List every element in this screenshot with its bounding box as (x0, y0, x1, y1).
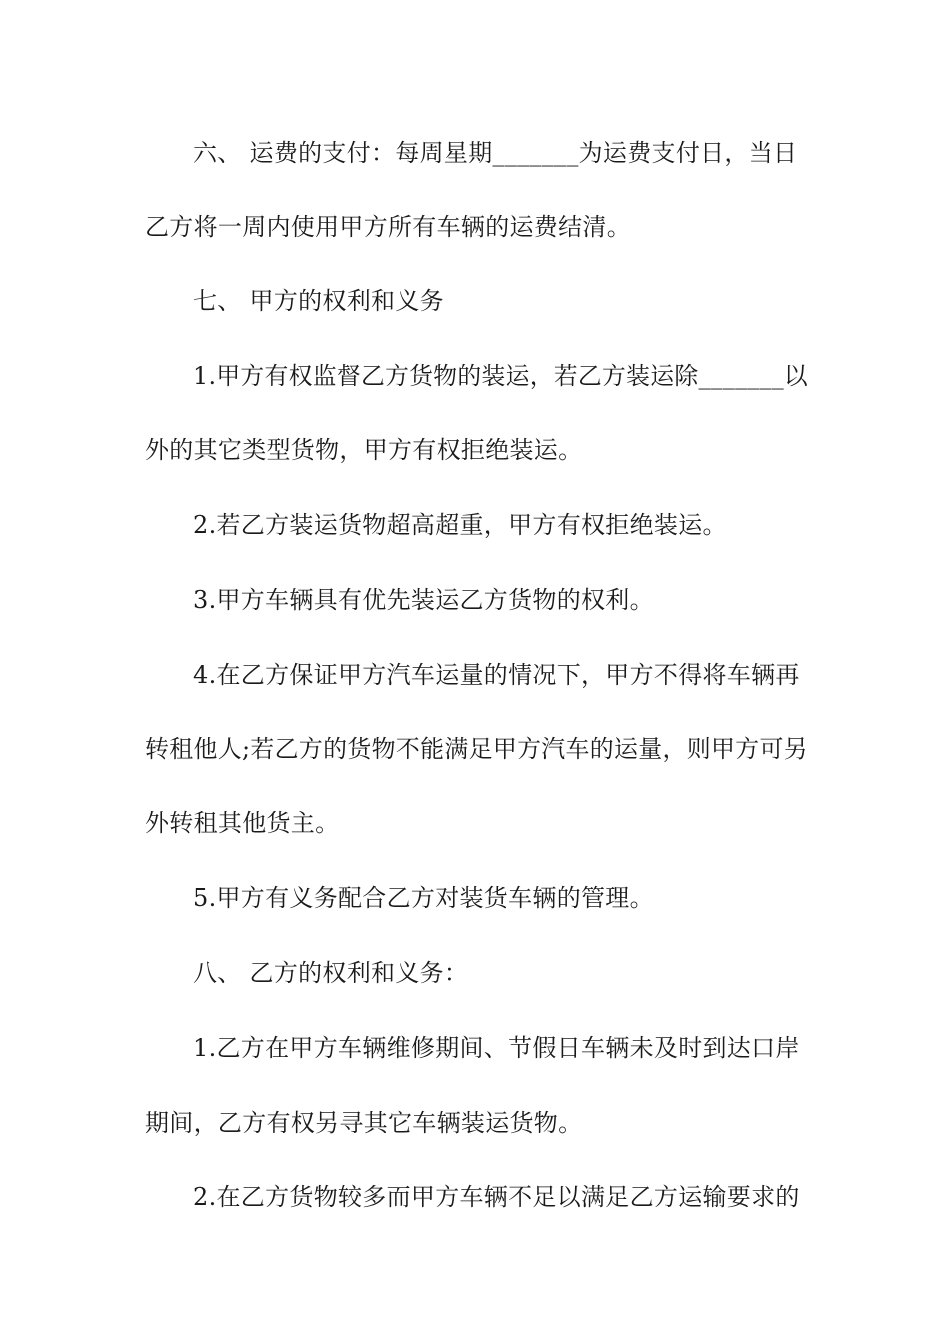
section-8-item-2-line-1: 2.在乙方货物较多而甲方车辆不足以满足乙方运输要求的 (193, 1183, 800, 1211)
section-7-item-2: 2.若乙方装运货物超高超重，甲方有权拒绝装运。 (193, 511, 727, 539)
section-7-item-4-line-3: 外转租其他货主。 (145, 809, 340, 837)
section-8-item-1-line-2: 期间，乙方有权另寻其它车辆装运货物。 (145, 1109, 583, 1137)
section-7-item-1-line-2: 外的其它类型货物，甲方有权拒绝装运。 (145, 436, 583, 464)
section-6-payment-line-2: 乙方将一周内使用甲方所有车辆的运费结清。 (145, 213, 631, 241)
section-8-heading: 八、 乙方的权利和义务： (193, 959, 469, 987)
section-7-item-1-line-1: 1.甲方有权监督乙方货物的装运，若乙方装运除_______以 (193, 362, 809, 390)
section-7-item-3: 3.甲方车辆具有优先装运乙方货物的权利。 (193, 586, 654, 614)
section-6-payment-line-1: 六、 运费的支付：每周星期_______为运费支付日，当日 (193, 139, 798, 167)
section-8-item-1-line-1: 1.乙方在甲方车辆维修期间、节假日车辆未及时到达口岸 (193, 1034, 800, 1062)
section-7-heading: 七、 甲方的权利和义务 (193, 287, 444, 315)
section-7-item-4-line-1: 4.在乙方保证甲方汽车运量的情况下，甲方不得将车辆再 (193, 661, 800, 689)
section-7-item-4-line-2: 转租他人;若乙方的货物不能满足甲方汽车的运量，则甲方可另 (145, 735, 809, 763)
section-7-item-5: 5.甲方有义务配合乙方对装货车辆的管理。 (193, 884, 654, 912)
